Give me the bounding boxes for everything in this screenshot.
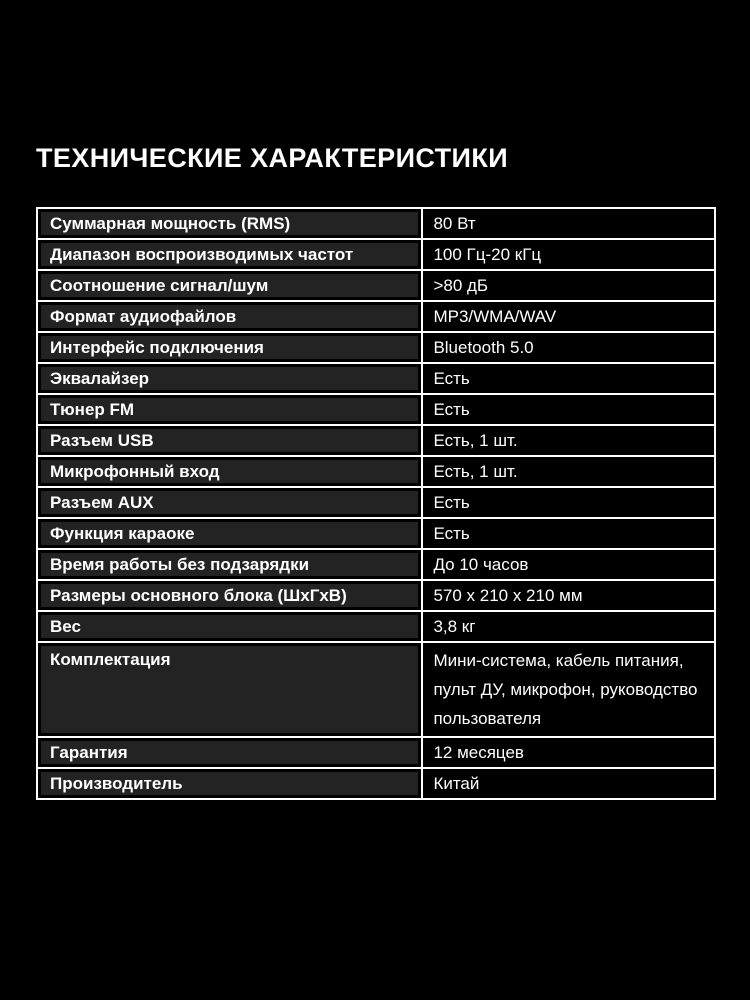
spec-name-cell: Производитель <box>37 768 422 799</box>
spec-row <box>37 208 715 239</box>
spec-value-cell: 80 Вт <box>422 208 715 239</box>
spec-value-cell: Есть, 1 шт. <box>422 425 715 456</box>
spec-row <box>37 425 715 456</box>
spec-name-cell: Эквалайзер <box>37 363 422 394</box>
spec-name-cell: Микрофонный вход <box>37 456 422 487</box>
spec-name-cell: Гарантия <box>37 737 422 768</box>
spec-value-cell: Есть <box>422 487 715 518</box>
spec-row <box>37 580 715 611</box>
spec-value-cell: Есть, 1 шт. <box>422 456 715 487</box>
spec-name-cell: Диапазон воспроизводимых частот <box>37 239 422 270</box>
spec-value-cell: MP3/WMA/WAV <box>422 301 715 332</box>
spec-name-cell: Время работы без подзарядки <box>37 549 422 580</box>
spec-name-cell: Комплектация <box>37 642 422 737</box>
page-title: ТЕХНИЧЕСКИЕ ХАРАКТЕРИСТИКИ <box>36 143 509 173</box>
spec-name-cell: Вес <box>37 611 422 642</box>
spec-value-cell: 100 Гц-20 кГц <box>422 239 715 270</box>
spec-row <box>37 332 715 363</box>
specs-table <box>36 207 716 800</box>
spec-row <box>37 487 715 518</box>
spec-value-cell: Есть <box>422 363 715 394</box>
spec-row <box>37 549 715 580</box>
spec-value-cell: >80 дБ <box>422 270 715 301</box>
spec-value-cell: До 10 часов <box>422 549 715 580</box>
spec-name-cell: Разъем USB <box>37 425 422 456</box>
spec-value-cell: Есть <box>422 518 715 549</box>
spec-value-cell: 570 х 210 х 210 мм <box>422 580 715 611</box>
spec-name-cell: Интерфейс подключения <box>37 332 422 363</box>
spec-row <box>37 239 715 270</box>
spec-name-cell: Размеры основного блока (ШхГхВ) <box>37 580 422 611</box>
spec-name-cell: Суммарная мощность (RMS) <box>37 208 422 239</box>
spec-row <box>37 518 715 549</box>
spec-row <box>37 768 715 799</box>
spec-name-cell: Тюнер FM <box>37 394 422 425</box>
spec-row <box>37 270 715 301</box>
spec-row <box>37 301 715 332</box>
spec-value-cell: 3,8 кг <box>422 611 715 642</box>
spec-row <box>37 611 715 642</box>
spec-name-cell: Формат аудиофайлов <box>37 301 422 332</box>
spec-name-cell: Соотношение сигнал/шум <box>37 270 422 301</box>
spec-value-cell: Мини-система, кабель питания, пульт ДУ, микрофон, руководство пользователя <box>422 642 715 737</box>
spec-value-cell: Китай <box>422 768 715 799</box>
spec-row <box>37 737 715 768</box>
spec-value-cell: 12 месяцев <box>422 737 715 768</box>
spec-row <box>37 642 715 737</box>
spec-row <box>37 363 715 394</box>
spec-value-cell: Есть <box>422 394 715 425</box>
spec-row <box>37 394 715 425</box>
spec-name-cell: Функция караоке <box>37 518 422 549</box>
spec-row <box>37 456 715 487</box>
spec-name-cell: Разъем AUX <box>37 487 422 518</box>
spec-value-cell: Bluetooth 5.0 <box>422 332 715 363</box>
